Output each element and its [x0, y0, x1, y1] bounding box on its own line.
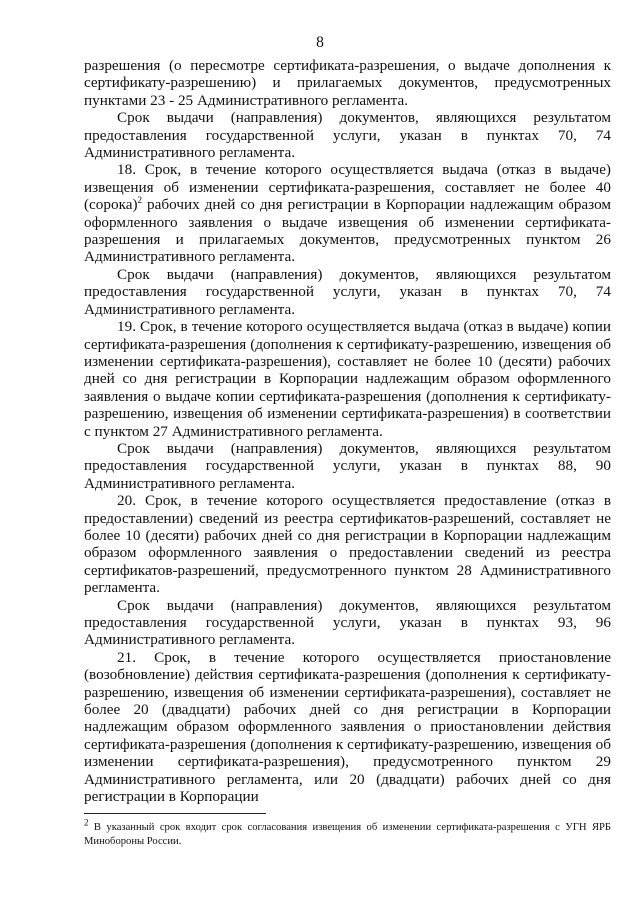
document-body — [84, 57, 611, 805]
item-18-text-continued: рабочих дней со дня регистрации в Корпорации надлежащим образом оформленного заявления о выдаче извещения об изменении сертификата-разрешения и прилагаемых документов, предусмотренных пунктом 26 Административного регламента. — [84, 196, 611, 266]
footnote-divider — [84, 813, 266, 814]
paragraph-item-21: 21. Срок, в течение которого осуществляется приостановление (возобновление) действия сертификата-разрешения (дополнения к сертификату-разрешению, извещения об изменении сертификата-разрешения), составляет не более 20 (двадцати) рабочих дней со дня регистрации в Корпорации надлежащим образом оформленного заявления о приостановлении действия сертификата-разрешения (дополнения к сертификату-разрешению, извещения об изменении сертификата-разрешения), предусмотренного пунктом 29 Административного регламента, или 20 (двадцати) рабочих дней со дня регистрации в Корпорации — [84, 648, 611, 806]
paragraph-deadline-note: Срок выдачи (направления) документов, являющихся результатом предоставления государственной услуги, указан в пунктах 70, 74 Административного регламента. — [84, 109, 611, 162]
paragraph-deadline-note: Срок выдачи (направления) документов, являющихся результатом предоставления государственной услуги, указан в пунктах 88, 90 Административного регламента. — [84, 439, 611, 492]
paragraph-item-18 — [84, 161, 611, 265]
footnote-marker: 2 — [84, 817, 89, 828]
footnote — [84, 817, 611, 849]
paragraph-item-19: 19. Срок, в течение которого осуществляется выдача (отказ в выдаче) копии сертификата-разрешения (дополнения к сертификату-разрешению, извещения об изменении сертификата-разрешения), составляет не более 10 (десяти) рабочих дней со дня регистрации в Корпорации надлежащим образом оформленного заявления о выдаче копии сертификата-разрешения (дополнения к сертификату-разрешению, извещения об изменении сертификата-разрешения) в соответствии с пунктом 27 Административного регламента. — [84, 318, 611, 440]
footnote-reference: 2 — [137, 195, 143, 206]
paragraph-deadline-note: Срок выдачи (направления) документов, являющихся результатом предоставления государственной услуги, указан в пунктах 70, 74 Административного регламента. — [84, 265, 611, 318]
footnote-text: В указанный срок входит срок согласования извещения об изменении сертификата-разрешения с УГН ЯРБ Минобороны России. — [84, 822, 611, 847]
item-18-text: 18. Срок, в течение которого осуществляется выдача (отказ в выдаче) извещения об изменении сертификата-разрешения, составляет не более 40 (сорока) — [84, 161, 611, 214]
paragraph-item-20: 20. Срок, в течение которого осуществляется предоставление (отказ в предоставлении) сведений из реестра сертификатов-разрешений, составляет не более 10 (десяти) рабочих дней со дня регистрации в Корпорации надлежащим образом оформленного заявления о предоставлении сведений из реестра сертификатов-разрешений, предусмотренного пунктом 28 Административного регламента. — [84, 492, 611, 597]
paragraph-deadline-note: Срок выдачи (направления) документов, являющихся результатом предоставления государственной услуги, указан в пунктах 93, 96 Административного регламента. — [84, 596, 611, 649]
paragraph-continuation: разрешения (о пересмотре сертификата-разрешения, о выдаче дополнения к сертификату-разрешению) и прилагаемых документов, предусмотренных пунктами 23 - 25 Административного регламента. — [84, 57, 611, 109]
page-number: 8 — [316, 34, 324, 51]
